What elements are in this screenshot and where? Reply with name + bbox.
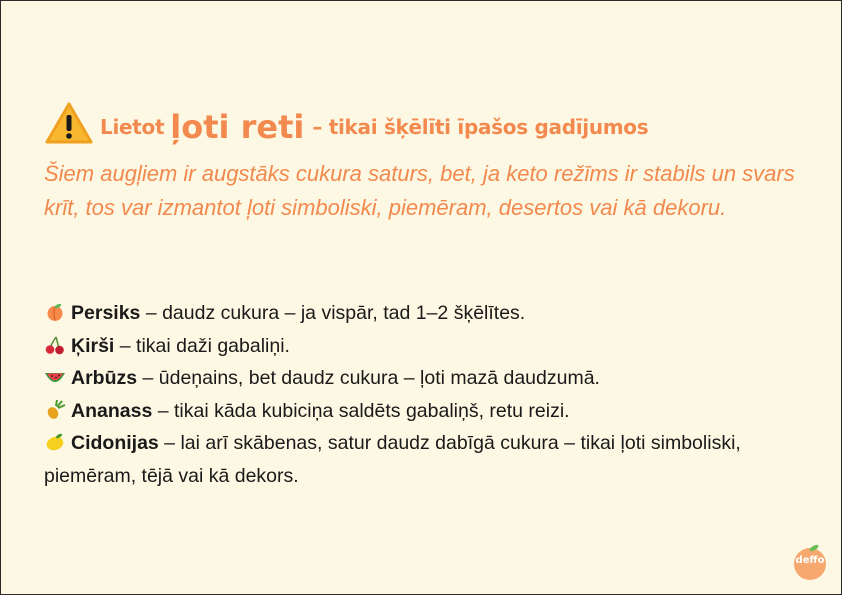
- heading-emphasis: ļoti reti: [170, 108, 305, 146]
- fruit-name: Persiks: [71, 302, 141, 324]
- peach-icon: [44, 302, 66, 322]
- list-item-pineapple: [44, 395, 824, 428]
- section-heading: [44, 101, 648, 145]
- warning-icon: [44, 101, 94, 145]
- list-item-cherries: [44, 330, 824, 363]
- lemon-icon: [44, 432, 66, 452]
- heading-suffix: – tikai šķēlīti īpašos gadījumos: [312, 115, 649, 139]
- watermelon-icon: [44, 367, 66, 387]
- brand-logo: [791, 543, 829, 581]
- list-item-peach: [44, 297, 824, 330]
- fruit-name: Arbūzs: [71, 367, 138, 389]
- list-item-lemon: [44, 427, 824, 492]
- cherries-icon: [44, 335, 66, 355]
- fruit-desc: – tikai kāda kubiciņa saldēts gabaliņš, retu reizi.: [152, 399, 570, 422]
- heading-prefix: Lietot: [100, 115, 165, 139]
- fruit-desc: – ūdeņains, bet daudz cukura – ļoti mazā daudzumā.: [137, 367, 600, 389]
- fruit-list: [44, 297, 824, 492]
- fruit-name: Ananass: [71, 399, 153, 422]
- fruit-desc: – daudz cukura – ja vispār, tad 1–2 šķēlītes.: [140, 302, 526, 324]
- pineapple-icon: [44, 400, 66, 420]
- fruit-desc: – lai arī skābenas, satur daudz dabīgā cukura – tikai ļoti simboliski, piemēram, tējā vai kā dekors.: [44, 432, 741, 487]
- fruit-name: Cidonijas: [71, 432, 159, 454]
- intro-text: Šiem augļiem ir augstāks cukura saturs, bet, ja keto režīms ir stabils un svars krīt, tos var izmantot ļoti simboliski, piemēram, desertos vai kā dekoru.: [44, 161, 795, 220]
- logo-text: deffo: [795, 555, 825, 566]
- fruit-name: Ķirši: [71, 334, 115, 357]
- list-item-watermelon: [44, 362, 824, 395]
- fruit-desc: – tikai daži gabaliņi.: [114, 334, 290, 357]
